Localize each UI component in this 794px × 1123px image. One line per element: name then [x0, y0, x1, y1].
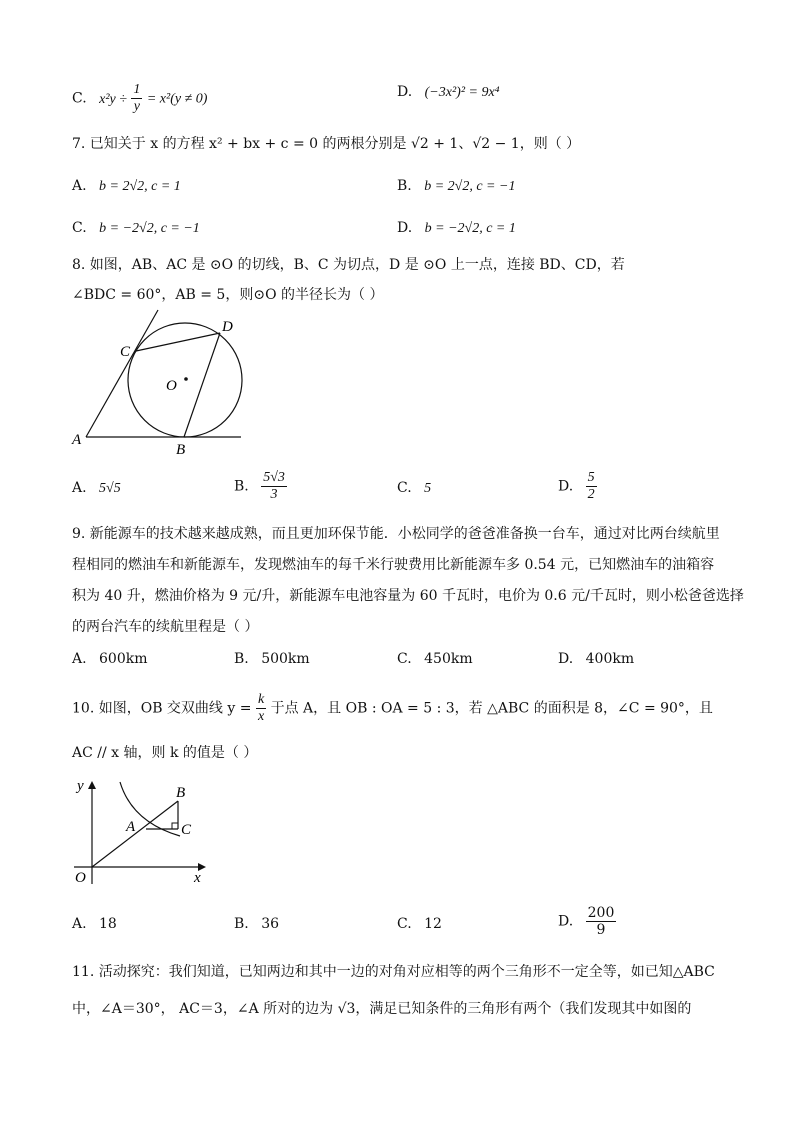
q8-label-b: B — [176, 442, 186, 458]
q10-stem-line1: 10. 如图，OB 交双曲线 y = $\frac{k}{x}$ 于点 A，且 OB : OA = 5 : 3，若 △ABC 的面积是 8，∠C = 90°，且 — [72, 692, 713, 724]
q8-line-ac-extended — [86, 310, 158, 437]
q8-label-a: A — [72, 432, 82, 448]
q8-option-a: A. 5√5 — [72, 480, 121, 496]
q8-option-c: C. 5 — [397, 480, 432, 496]
q7-option-b: B. b = 2√2, c = −1 — [397, 178, 516, 194]
q7-option-c: C. b = −2√2, c = −1 — [72, 220, 200, 236]
q8-center-dot — [184, 377, 188, 381]
q10-label-o: O — [75, 870, 86, 886]
q10-label-b: B — [176, 785, 186, 801]
q9-line3: 积为 40 升，燃油价格为 9 元/升，新能源车电池容量为 60 千瓦时，电价为 0.6 元/千瓦时，则小松爸爸选择 — [72, 588, 744, 604]
q9-option-b: B. 500km — [234, 651, 310, 667]
q8-option-b: B. $\frac{5√3}{3}$ — [234, 470, 285, 502]
q8-label-c: C — [120, 344, 131, 360]
q10-right-angle-mark — [172, 823, 178, 829]
q8-stem-line2: ∠BDC = 60°，AB = 5，则⊙O 的半径长为（ ） — [72, 287, 384, 303]
q10-stem-line2: AC // x 轴，则 k 的值是（ ） — [72, 745, 258, 761]
q6-option-c: C. x²y ÷ $\frac{1}{y}$ = x²(y ≠ 0) — [72, 82, 208, 114]
q8-label-o: O — [166, 378, 177, 394]
q10-label-x: x — [194, 870, 201, 886]
q8-label-d: D — [222, 319, 233, 335]
q9-option-c: C. 450km — [397, 651, 473, 667]
q7-option-d: D. b = −2√2, c = 1 — [397, 220, 516, 236]
q10-option-c: C. 12 — [397, 916, 442, 932]
q9-option-d: D. 400km — [558, 651, 635, 667]
q11-line1: 11. 活动探究：我们知道，已知两边和其中一边的对角对应相等的两个三角形不一定全等，如已知△ABC — [72, 964, 715, 980]
q10-stem-fraction: $\frac{k}{x}$ — [257, 692, 265, 724]
q8-line-bd — [184, 333, 220, 437]
q8-figure — [66, 308, 256, 458]
q9-line4: 的两台汽车的续航里程是（ ） — [72, 619, 259, 635]
q11-line2: 中，∠A＝30°， AC＝3，∠A 所对的边为 √3，满足已知条件的三角形有两个（我们发现其中如图的 — [72, 1001, 692, 1017]
q10-label-a: A — [126, 819, 136, 835]
q8-stem-line1: 8. 如图，AB、AC 是 ⊙O 的切线，B、C 为切点，D 是 ⊙O 上一点，连接 BD、CD，若 — [72, 257, 625, 273]
q10-option-a: A. 18 — [72, 916, 117, 932]
q7-stem: 7. 已知关于 x 的方程 x² + bx + c = 0 的两根分别是 √2 + 1、√2 − 1，则（ ） — [72, 136, 581, 152]
q9-option-a: A. 600km — [72, 651, 148, 667]
q6-option-c-rhs: = x²(y ≠ 0) — [146, 91, 208, 107]
q6-option-c-fraction: $\frac{1}{y}$ — [133, 82, 141, 114]
q10-figure — [66, 772, 216, 888]
q10-option-d: D. $\frac{200}{9}$ — [558, 905, 615, 938]
q6-option-c-expr: x²y ÷ — [99, 91, 127, 107]
q7-option-a: A. b = 2√2, c = 1 — [72, 178, 181, 194]
q6-option-d-expr: (−3x²)² = 9x⁴ — [424, 85, 500, 100]
q10-label-y: y — [77, 778, 84, 794]
q9-line1: 9. 新能源车的技术越来越成熟，而且更加环保节能．小松同学的爸爸准备换一台车，通过对比两台续航里 — [72, 526, 720, 542]
q10-y-axis-arrow — [88, 781, 96, 789]
q6-option-d: D. (−3x²)² = 9x⁴ — [397, 84, 500, 100]
q10-label-c: C — [181, 822, 192, 838]
q8-option-d: D. $\frac{5}{2}$ — [558, 470, 595, 502]
q9-line2: 程相同的燃油车和新能源车，发现燃油车的每千米行驶费用比新能源车多 0.54 元，已知燃油车的油箱容 — [72, 557, 715, 573]
q10-option-b: B. 36 — [234, 916, 280, 932]
